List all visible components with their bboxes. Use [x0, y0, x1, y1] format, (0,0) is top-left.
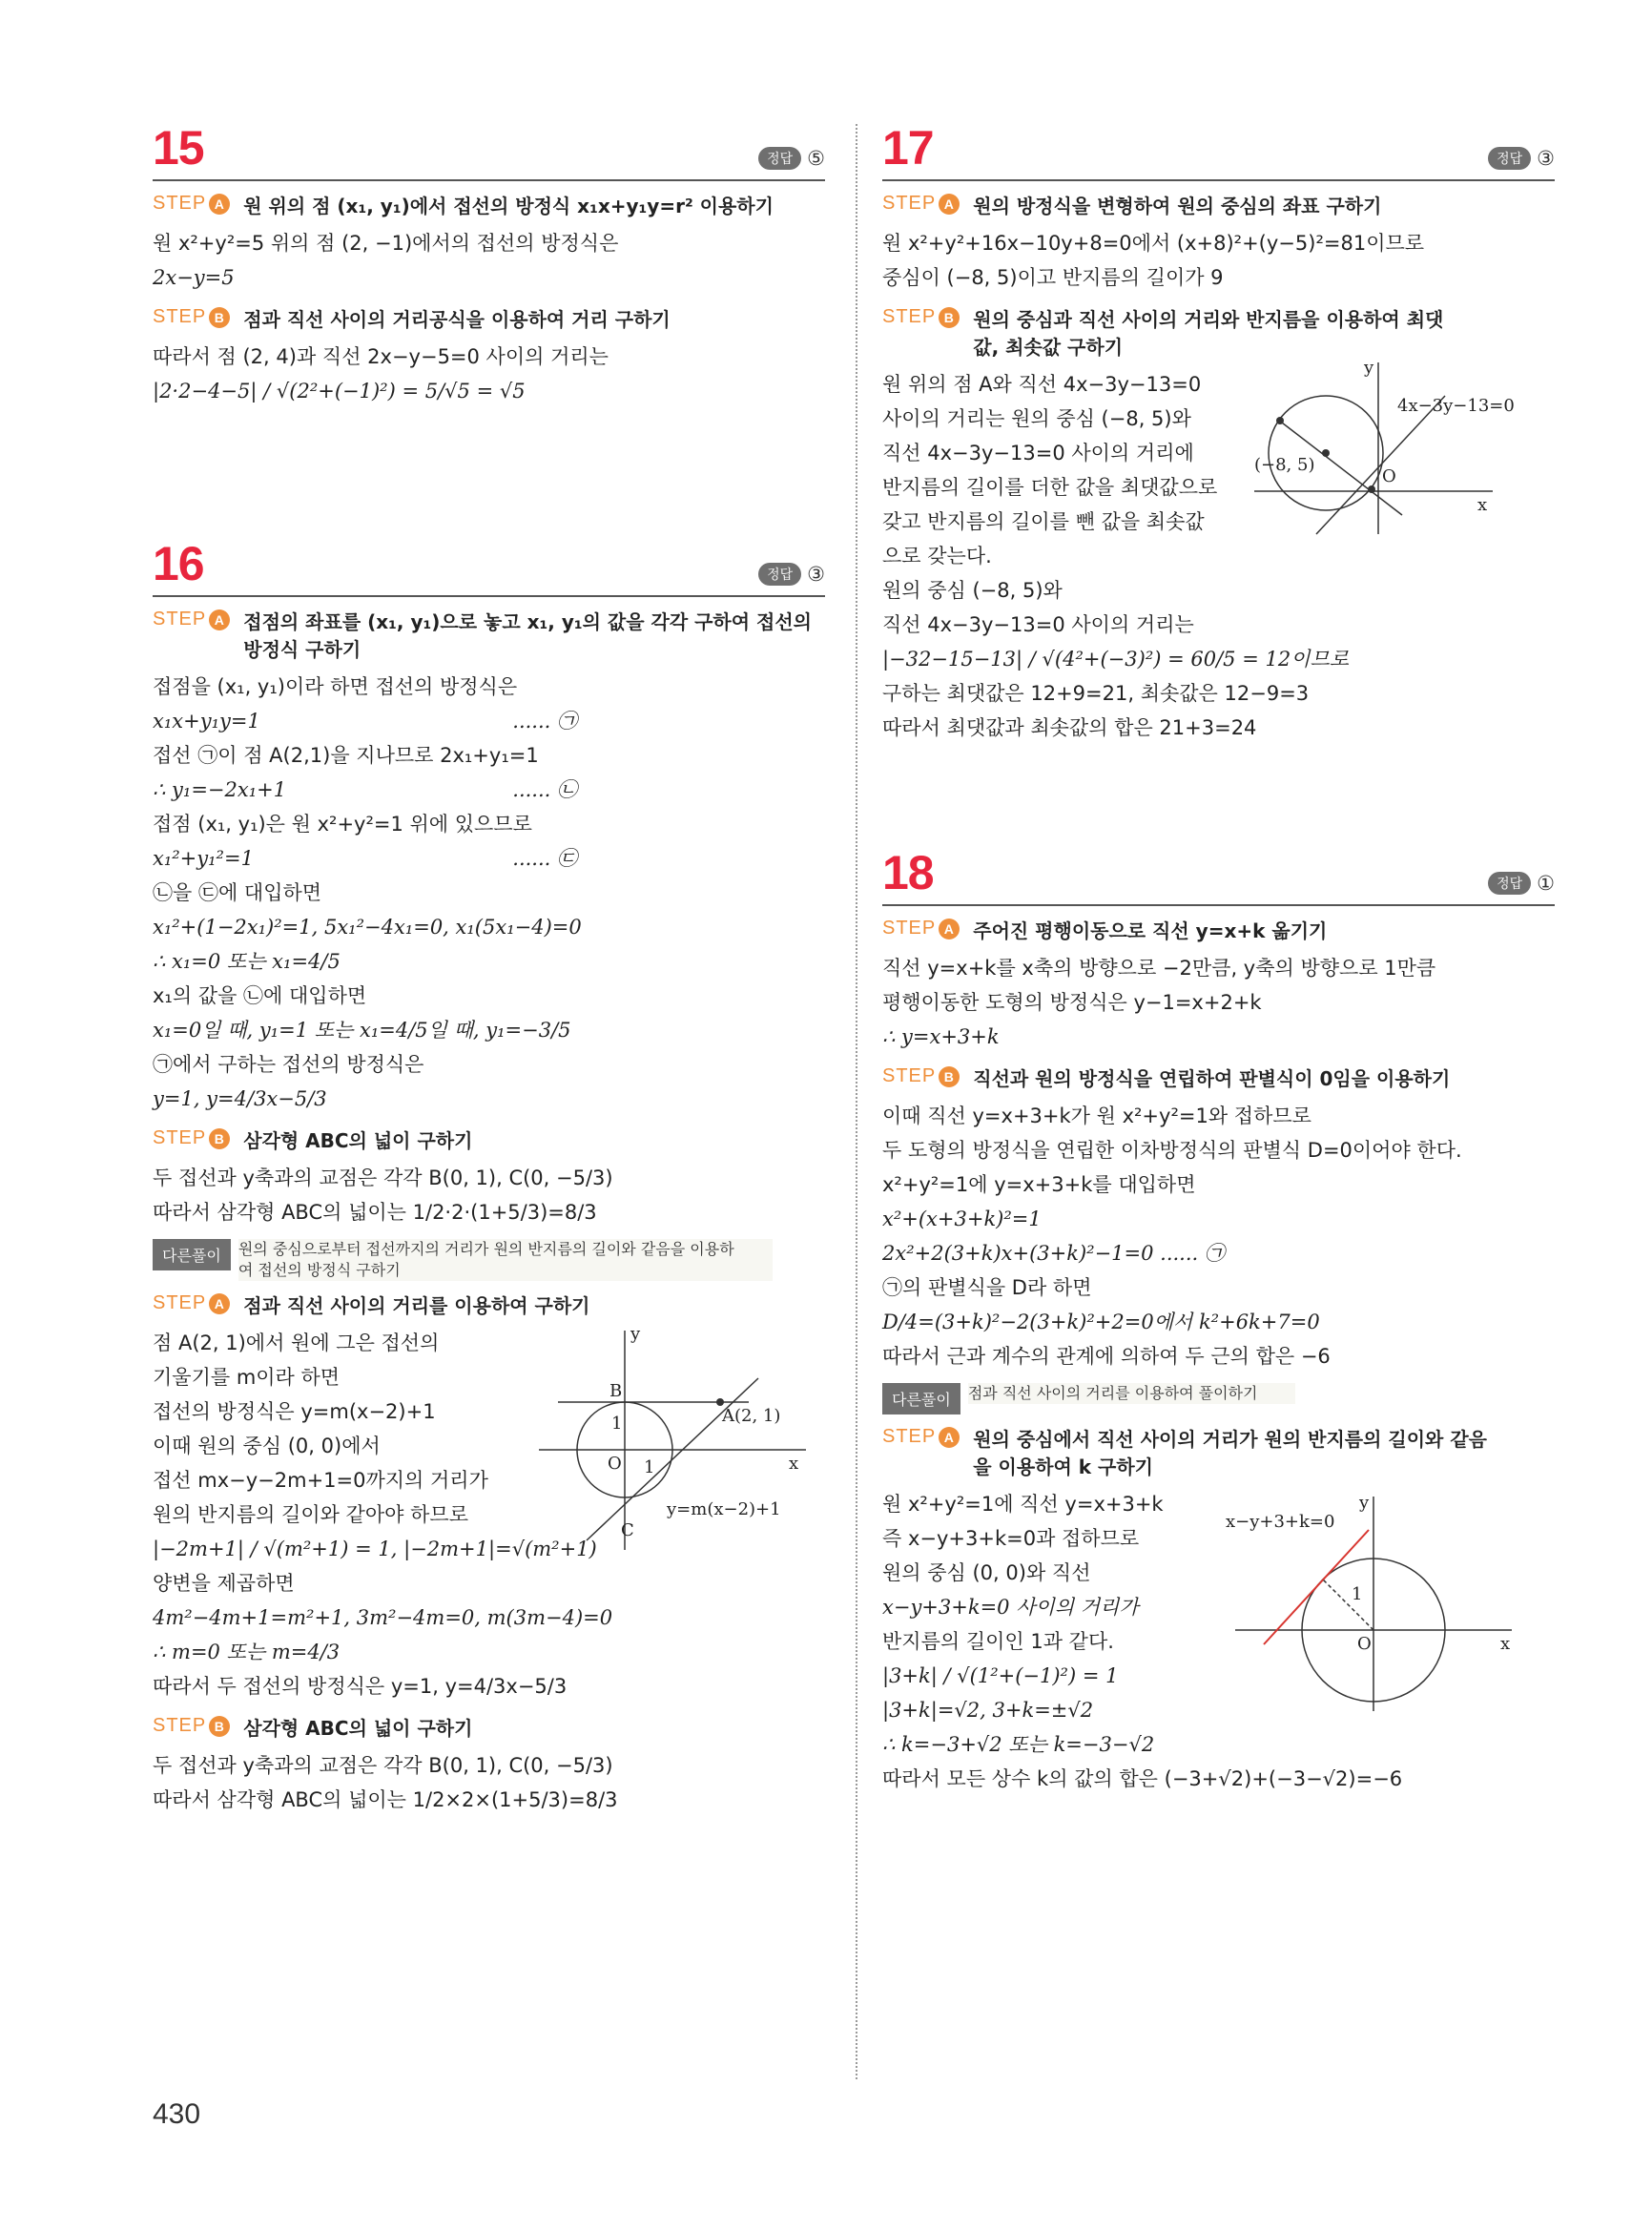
fig-x-label: x: [789, 1454, 799, 1474]
equation-line: x₁²+(1−2x₁)²=1, 5x₁²−4x₁=0, x₁(5x₁−4)=0: [153, 916, 582, 939]
fig-origin: O: [1357, 1634, 1372, 1654]
solution-line: ㉠의 판별식을 D라 하면: [882, 1276, 1092, 1299]
alt-solution-block: [882, 1487, 1555, 1796]
step-label: STEP B: [153, 306, 230, 328]
alternative-solution: [153, 1239, 825, 1281]
equation-line: D/4=(3+k)²−2(3+k)²+2=0에서 k²+6k+7=0: [882, 1311, 1320, 1333]
step-a-icon: A: [939, 1427, 960, 1448]
step-a: [153, 193, 825, 220]
problem-header: [882, 114, 1555, 181]
min-point: [1368, 485, 1375, 493]
max-point: [1276, 417, 1284, 424]
solution-line: 따라서 최댓값과 최솟값의 합은 21+3=24: [882, 716, 1257, 739]
point-a: [716, 1398, 724, 1406]
circle-line-figure: [1245, 358, 1555, 539]
problem-16: [153, 530, 825, 1817]
fig-point-c: C: [621, 1520, 634, 1540]
step-a-icon: A: [939, 919, 960, 939]
given-line: [1316, 396, 1445, 534]
problem-18: [882, 839, 1555, 1796]
solution-line: 점 A(2, 1)에서 원에 그은 접선의: [153, 1332, 440, 1354]
solution-line: 두 접선과 y축과의 교점은 각각 B(0, 1), C(0, −5/3): [153, 1754, 613, 1777]
alt-badge: 다른풀이: [882, 1383, 960, 1414]
radius-segment: [1323, 1580, 1373, 1630]
equation-line: x−y+3+k=0 사이의 거리가: [882, 1596, 1139, 1619]
step-a: [153, 609, 825, 664]
equation-line: |−2m+1| / √(m²+1) = 1, |−2m+1|=√(m²+1): [153, 1538, 597, 1560]
solution-block: [882, 358, 1555, 745]
step-label: STEP A: [882, 193, 960, 215]
equation-line: ∴ y₁=−2x₁+1 ...... ㉡: [153, 773, 825, 807]
step-a: [882, 918, 1555, 945]
solution-line: 접선 ㉠이 점 A(2,1)을 지나므로 2x₁+y₁=1: [153, 744, 539, 767]
solution-line: 원 x²+y²=1에 직선 y=x+3+k: [882, 1493, 1164, 1516]
step-title: 직선과 원의 방정식을 연립하여 판별식이 0임을 이용하기: [973, 1067, 1451, 1090]
fig-point-a-label: A(2, 1): [722, 1406, 781, 1426]
fig-y-label: y: [1364, 358, 1374, 378]
solution-line: 접선의 방정식은 y=m(x−2)+1: [153, 1400, 436, 1423]
alternative-solution: [882, 1383, 1555, 1414]
step-title: 접점의 좌표를 (x₁, y₁)으로 놓고 x₁, y₁의 값을 각각 구하여 접선의 방정식 구하기: [243, 610, 812, 661]
tangent-figure: [539, 1326, 825, 1555]
solution-line: 따라서 삼각형 ABC의 넓이는 1/2×2×(1+5/3)=8/3: [153, 1788, 618, 1811]
step-a: [882, 193, 1555, 220]
solution-line: 원의 중심 (−8, 5)와: [882, 579, 1063, 602]
step-a-icon: A: [209, 194, 230, 215]
solution-line: 반지름의 길이를 더한 값을 최댓값으로: [882, 476, 1218, 499]
step-title: 원의 중심과 직선 사이의 거리와 반지름을 이용하여 최댓값, 최솟값 구하기: [973, 308, 1444, 359]
step-title: 주어진 평행이동으로 직선 y=x+k 옮기기: [973, 919, 1328, 942]
answer-value: ①: [1537, 872, 1555, 895]
step-b-icon: B: [209, 1128, 230, 1149]
alt-solution-block: [153, 1326, 825, 1703]
answer-box: [758, 563, 825, 586]
step-label: STEP B: [882, 1065, 960, 1087]
answer-box: [758, 147, 825, 170]
solution-line: 양변을 제곱하면: [153, 1572, 295, 1595]
step-b: [882, 306, 1555, 361]
step-label: STEP A: [882, 918, 960, 939]
fig-origin: O: [1382, 466, 1396, 486]
equation-line: |3+k| / √(1²+(−1)²) = 1: [882, 1664, 1119, 1687]
answer-box: [1488, 872, 1555, 895]
equation-tag: ...... ㉠: [512, 710, 577, 733]
step-label: STEP A: [153, 193, 230, 215]
answer-badge: 정답: [1488, 147, 1531, 170]
fig-center-label: (−8, 5): [1254, 455, 1315, 475]
equation-line: 2x−y=5: [153, 266, 235, 289]
step-b-icon: B: [209, 307, 230, 328]
solution-line: 기울기를 m이라 하면: [153, 1366, 341, 1389]
step-b-icon: B: [939, 307, 960, 328]
step-b-icon: B: [939, 1066, 960, 1087]
fig-x-label: x: [1500, 1634, 1511, 1654]
equation-line: x₁x+y₁y=1 ...... ㉠: [153, 704, 825, 738]
answer-badge: 정답: [1488, 872, 1531, 895]
solution-line: 따라서 점 (2, 4)과 직선 2x−y−5=0 사이의 거리는: [153, 345, 609, 368]
step-title: 점과 직선 사이의 거리를 이용하여 구하기: [243, 1294, 590, 1317]
alt-title: 원의 중심으로부터 접선까지의 거리가 원의 반지름의 길이와 같음을 이용하여 접선의 방정식 구하기: [238, 1239, 773, 1281]
solution-line: x²+y²=1에 y=x+3+k를 대입하면: [882, 1173, 1196, 1196]
equation-line: ∴ x₁=0 또는 x₁=4/5: [153, 950, 341, 973]
solution-line: 평행이동한 도형의 방정식은 y−1=x+2+k: [882, 991, 1262, 1014]
step-b: [153, 306, 825, 334]
step-b: [153, 1127, 825, 1155]
fig-radius-label: 1: [1352, 1584, 1363, 1604]
equation-tag: ...... ㉡: [512, 778, 577, 801]
fig-radius-label: 1: [611, 1414, 623, 1434]
answer-value: ③: [807, 563, 825, 586]
solution-line: 원의 반지름의 길이와 같아야 하므로: [153, 1503, 468, 1526]
solution-line: 중심이 (−8, 5)이고 반지름의 길이가 9: [882, 266, 1224, 289]
equation-line: y=1, y=4/3x−5/3: [153, 1087, 327, 1110]
problem-number: 18: [882, 846, 934, 899]
problem-17: [882, 114, 1555, 745]
step-label: STEP A: [882, 1426, 960, 1448]
answer-badge: 정답: [758, 563, 801, 586]
fig-radius-label: 1: [644, 1457, 655, 1477]
solution-line: 직선 4x−3y−13=0 사이의 거리는: [882, 613, 1194, 636]
solution-line: 사이의 거리는 원의 중심 (−8, 5)와: [882, 407, 1191, 430]
solution-line: 따라서 두 접선의 방정식은 y=1, y=4/3x−5/3: [153, 1675, 568, 1698]
problem-15: [153, 114, 825, 408]
problem-number: 17: [882, 121, 934, 175]
equation-line: |3+k|=√2, 3+k=±√2: [882, 1699, 1094, 1722]
problem-number: 16: [153, 537, 204, 590]
solution-line: 갖고 반지름의 길이를 뺀 값을 최솟값: [882, 510, 1205, 533]
equation-line: ∴ m=0 또는 m=4/3: [153, 1641, 341, 1663]
alt-title: 점과 직선 사이의 거리를 이용하여 풀이하기: [968, 1383, 1296, 1404]
equation-line: 2x²+2(3+k)x+(3+k)²−1=0 ...... ㉠: [882, 1242, 1225, 1265]
alt-badge: 다른풀이: [153, 1239, 231, 1270]
solution-line: 접점을 (x₁, y₁)이라 하면 접선의 방정식은: [153, 675, 518, 698]
solution-line: 두 접선과 y축과의 교점은 각각 B(0, 1), C(0, −5/3): [153, 1167, 613, 1189]
solution-line: 으로 갖는다.: [882, 545, 992, 568]
fig-origin: O: [608, 1454, 622, 1474]
equation-tag: ...... ㉢: [512, 847, 577, 870]
solution-line: ㉡을 ㉢에 대입하면: [153, 881, 322, 904]
answer-badge: 정답: [758, 147, 801, 170]
solution-line: 두 도형의 방정식을 연립한 이차방정식의 판별식 D=0이어야 한다.: [882, 1139, 1462, 1162]
solution-line: 원 위의 점 A와 직선 4x−3y−13=0: [882, 373, 1202, 396]
step-label: STEP B: [153, 1127, 230, 1149]
fig-line-label: y=m(x−2)+1: [667, 1499, 781, 1519]
step-a-icon: A: [939, 194, 960, 215]
tangent-k-figure: [1226, 1487, 1555, 1716]
equation-line: |2·2−4−5| / √(2²+(−1)²) = 5/√5 = √5: [153, 380, 526, 403]
equation-line: x²+(x+3+k)²=1: [882, 1208, 1042, 1230]
solution-line: x₁의 값을 ㉡에 대입하면: [153, 984, 367, 1007]
equation-line: ∴ y=x+3+k: [882, 1025, 1000, 1048]
solution-line: 원 x²+y²+16x−10y+8=0에서 (x+8)²+(y−5)²=81이므로: [882, 232, 1425, 255]
step-title: 원 위의 점 (x₁, y₁)에서 접선의 방정식 x₁x+y₁y=r² 이용하기: [243, 195, 774, 217]
equation-line: 4m²−4m+1=m²+1, 3m²−4m=0, m(3m−4)=0: [153, 1606, 613, 1629]
solution-line: 이때 직선 y=x+3+k가 원 x²+y²=1와 접하므로: [882, 1105, 1311, 1127]
solution-line: 따라서 근과 계수의 관계에 의하여 두 근의 합은 −6: [882, 1345, 1331, 1368]
solution-line: 구하는 최댓값은 12+9=21, 최솟값은 12−9=3: [882, 682, 1310, 705]
equation-line: x₁=0일 때, y₁=1 또는 x₁=4/5일 때, y₁=−3/5: [153, 1019, 571, 1042]
step-title: 원의 방정식을 변형하여 원의 중심의 좌표 구하기: [973, 195, 1382, 217]
step-b: [882, 1065, 1555, 1093]
solution-line: 직선 4x−3y−13=0 사이의 거리에: [882, 442, 1194, 465]
step-title: 점과 직선 사이의 거리공식을 이용하여 거리 구하기: [243, 308, 671, 331]
page-number: 430: [153, 2098, 201, 2130]
equation-line: |−32−15−13| / √(4²+(−3)²) = 60/5 = 12이므로: [882, 648, 1350, 671]
solution-line: 따라서 삼각형 ABC의 넓이는 1/2·2·(1+5/3)=8/3: [153, 1201, 597, 1224]
fig-line-label: 4x−3y−13=0: [1397, 396, 1515, 416]
solution-line: 원 x²+y²=5 위의 점 (2, −1)에서의 접선의 방정식은: [153, 232, 619, 255]
solution-line: 직선 y=x+k를 x축의 방향으로 −2만큼, y축의 방향으로 1만큼: [882, 957, 1436, 980]
step-label: STEP A: [153, 609, 230, 630]
center-point: [1322, 449, 1330, 457]
equation-line: ∴ k=−3+√2 또는 k=−3−√2: [882, 1733, 1155, 1756]
fig-line-label: x−y+3+k=0: [1226, 1512, 1335, 1532]
problem-header: [153, 530, 825, 597]
solution-line: 즉 x−y+3+k=0과 접하므로: [882, 1527, 1140, 1550]
alt-step-b: [153, 1715, 825, 1743]
alt-step-a: [882, 1426, 1555, 1481]
solution-line: 반지름의 길이인 1과 같다.: [882, 1630, 1114, 1653]
fig-y-label: y: [1359, 1493, 1370, 1513]
column-divider: [856, 124, 857, 2079]
step-a-icon: A: [209, 609, 230, 630]
solution-line: 접선 mx−y−2m+1=0까지의 거리가: [153, 1469, 488, 1492]
problem-header: [153, 114, 825, 181]
problem-number: 15: [153, 121, 204, 175]
step-label: STEP B: [153, 1715, 230, 1737]
answer-box: [1488, 147, 1555, 170]
step-b-icon: B: [209, 1716, 230, 1737]
solution-line: 접점 (x₁, y₁)은 원 x²+y²=1 위에 있으므로: [153, 813, 532, 836]
solution-line: 따라서 모든 상수 k의 값의 합은 (−3+√2)+(−3−√2)=−6: [882, 1767, 1403, 1790]
solution-line: ㉠에서 구하는 접선의 방정식은: [153, 1053, 424, 1076]
alt-step-a: [153, 1292, 825, 1320]
fig-point-b: B: [609, 1381, 623, 1401]
step-title: 삼각형 ABC의 넓이 구하기: [243, 1129, 473, 1152]
step-label: STEP A: [153, 1292, 230, 1314]
problem-header: [882, 839, 1555, 906]
answer-value: ⑤: [807, 147, 825, 170]
solution-line: 원의 중심 (0, 0)와 직선: [882, 1561, 1091, 1584]
solution-line: 이때 원의 중심 (0, 0)에서: [153, 1435, 381, 1457]
equation-line: x₁²+y₁²=1 ...... ㉢: [153, 841, 825, 876]
fig-y-label: y: [630, 1326, 641, 1344]
fig-x-label: x: [1477, 495, 1488, 515]
step-label: STEP B: [882, 306, 960, 328]
step-title: 삼각형 ABC의 넓이 구하기: [243, 1717, 473, 1740]
answer-value: ③: [1537, 147, 1555, 170]
step-a-icon: A: [209, 1293, 230, 1314]
step-title: 원의 중심에서 직선 사이의 거리가 원의 반지름의 길이와 같음을 이용하여 k 구하기: [973, 1428, 1487, 1478]
